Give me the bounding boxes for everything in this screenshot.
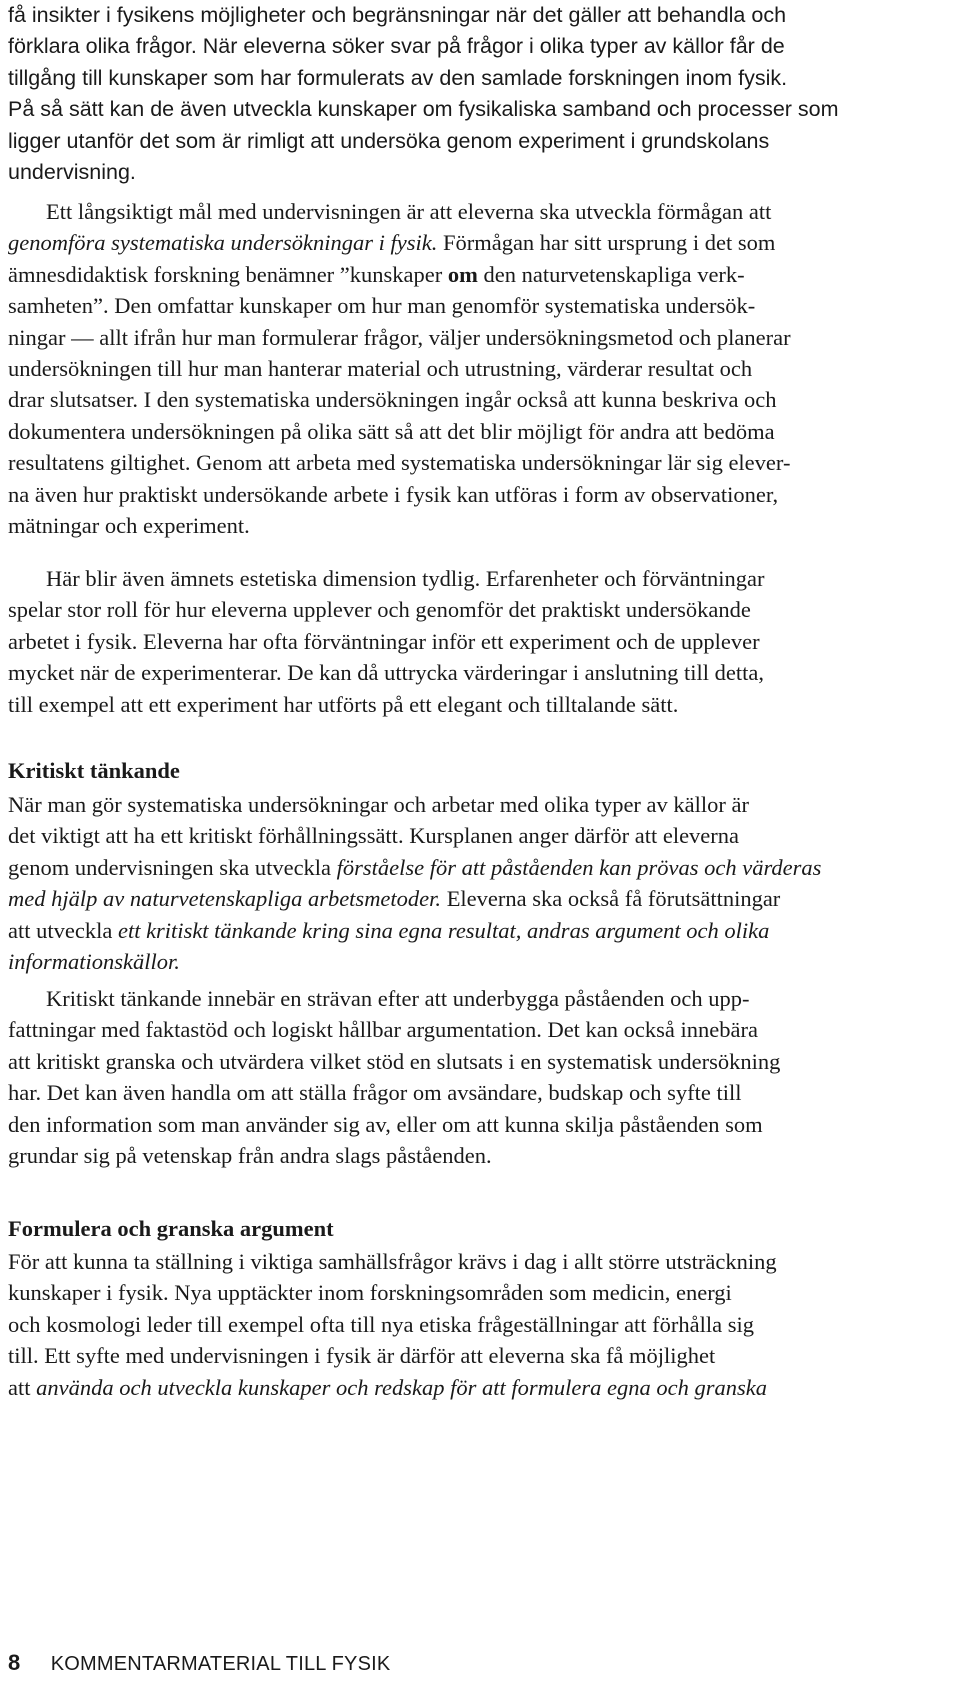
text-line [8, 915, 948, 946]
text-line: ligger utanför det som är rimligt att undersöka genom experiment i grundskolans [8, 128, 770, 153]
text-span: att utveckla [8, 917, 118, 943]
emphasis-text: genomföra systematiska undersökningar i fysik. [8, 230, 438, 256]
text-line: den information som man använder sig av, eller om att kunna skilja påståenden som [8, 1111, 763, 1137]
text-span: ämnesdidaktisk forskning benämner ”kunskaper [8, 261, 448, 287]
emphasis-text: förståelse för att påståenden kan prövas och värderas [336, 854, 822, 880]
text-line: mycket när de experimenterar. De kan då uttrycka värderingar i anslutning till detta, [8, 660, 764, 686]
paragraph-systematiska-undersokningar [8, 196, 948, 541]
section-heading-formulera-argument: Formulera och granska argument [8, 1216, 334, 1241]
text-span: genom undervisningen ska utveckla [8, 854, 337, 880]
text-span: Förmågan har sitt ursprung i det som [437, 230, 776, 256]
text-line: till exempel att ett experiment har utförts på ett elegant och tilltalande sätt. [8, 691, 679, 717]
text-line: förklara olika frågor. När eleverna söker svar på frågor i olika typer av källor får de [8, 34, 785, 59]
text-line: det viktigt att ha ett kritiskt förhållningssätt. Kursplanen anger därför att eleverna [8, 823, 740, 849]
text-line: spelar stor roll för hur eleverna upplever och genomför det praktiskt undersökande [8, 597, 751, 623]
paragraph-kritiskt-tankande [8, 789, 948, 977]
emphasis-text: med hjälp av naturvetenskapliga arbetsmetoder. [8, 886, 442, 912]
text-line: samheten”. Den omfattar kunskaper om hur man genomför systematiska undersök- [8, 293, 756, 319]
text-line: tillgång till kunskaper som har formulerats av den samlade forskningen inom fysik. [8, 65, 788, 90]
footer-title: KOMMENTARMATERIAL TILL FYSIK [50, 1653, 391, 1675]
text-line: På så sätt kan de även utveckla kunskaper om fysikaliska samband och processer som [8, 97, 839, 122]
text-line: resultatens giltighet. Genom att arbeta med systematiska undersökningar lär sig elever- [8, 450, 791, 476]
text-line: grundar sig på vetenskap från andra slags påståenden. [8, 1142, 492, 1168]
text-line [8, 259, 948, 290]
text-line: fattningar med faktastöd och logiskt hållbar argumentation. Det kan också innebära [8, 1017, 758, 1043]
text-line: mätningar och experiment. [8, 512, 250, 538]
text-span: att [8, 1374, 37, 1400]
paragraph-intro [8, 0, 948, 188]
text-line: Ett långsiktigt mål med undervisningen är att eleverna ska utveckla förmågan att [46, 199, 772, 224]
text-line: dokumentera undersökningen på olika sätt så att det blir möjligt för andra att bedöma [8, 418, 775, 444]
text-span: Eleverna ska också få förutsättningar [441, 886, 781, 912]
paragraph-formulera-argument [8, 1246, 948, 1403]
text-line [8, 227, 948, 258]
text-line: undervisning. [8, 159, 136, 184]
paragraph-kritiskt-tankande-2 [8, 983, 948, 1171]
page-number: 8 [8, 1650, 21, 1675]
bold-text: om [447, 261, 478, 287]
text-line: har. Det kan även handla om att ställa frågor om avsändare, budskap och syfte till [8, 1080, 742, 1106]
emphasis-text: använda och utveckla kunskaper och redskap för att formulera egna och granska [36, 1374, 768, 1400]
section-heading-kritiskt-tankande: Kritiskt tänkande [8, 758, 180, 783]
text-line: till. Ett syfte med undervisningen i fysik är därför att eleverna ska få möjlighet [8, 1343, 716, 1369]
text-line: och kosmologi leder till exempel ofta till nya etiska frågeställningar att förhålla sig [8, 1311, 755, 1337]
text-line [8, 946, 948, 977]
text-line: undersökningen till hur man hanterar material och utrustning, värderar resultat och [8, 355, 753, 381]
text-line [8, 852, 948, 883]
text-line: Kritiskt tänkande innebär en strävan efter att underbygga påståenden och upp- [46, 986, 750, 1011]
text-line: att kritiskt granska och utvärdera vilket stöd en slutsats i en systematisk undersökning [8, 1048, 781, 1074]
text-span: den naturvetenskapliga verk- [477, 261, 745, 287]
text-line: drar slutsatser. I den systematiska undersökningen ingår också att kunna beskriva och [8, 387, 777, 413]
emphasis-text: ett kritiskt tänkande kring sina egna resultat, andras argument och olika [117, 917, 770, 943]
text-line [8, 883, 948, 914]
text-line [8, 1372, 948, 1403]
emphasis-text: informationskällor. [8, 948, 180, 974]
text-line: För att kunna ta ställning i viktiga samhällsfrågor krävs i dag i allt större utsträckning [8, 1249, 777, 1274]
paragraph-estetiska-dimension [8, 563, 948, 720]
text-line: När man gör systematiska undersökningar och arbetar med olika typer av källor är [8, 792, 749, 817]
text-line: na även hur praktiskt undersökande arbete i fysik kan utföras i form av observationer, [8, 481, 779, 507]
text-line: få insikter i fysikens möjligheter och begränsningar när det gäller att behandla och [8, 3, 787, 27]
text-line: kunskaper i fysik. Nya upptäckter inom forskningsområden som medicin, energi [8, 1280, 732, 1306]
text-line: ningar — allt ifrån hur man formulerar frågor, väljer undersökningsmetod och planerar [8, 324, 791, 350]
text-line: Här blir även ämnets estetiska dimension tydlig. Erfarenheter och förväntningar [46, 566, 765, 591]
page-footer [8, 1648, 390, 1678]
text-line: arbetet i fysik. Eleverna har ofta förväntningar inför ett experiment och de upplever [8, 628, 760, 654]
